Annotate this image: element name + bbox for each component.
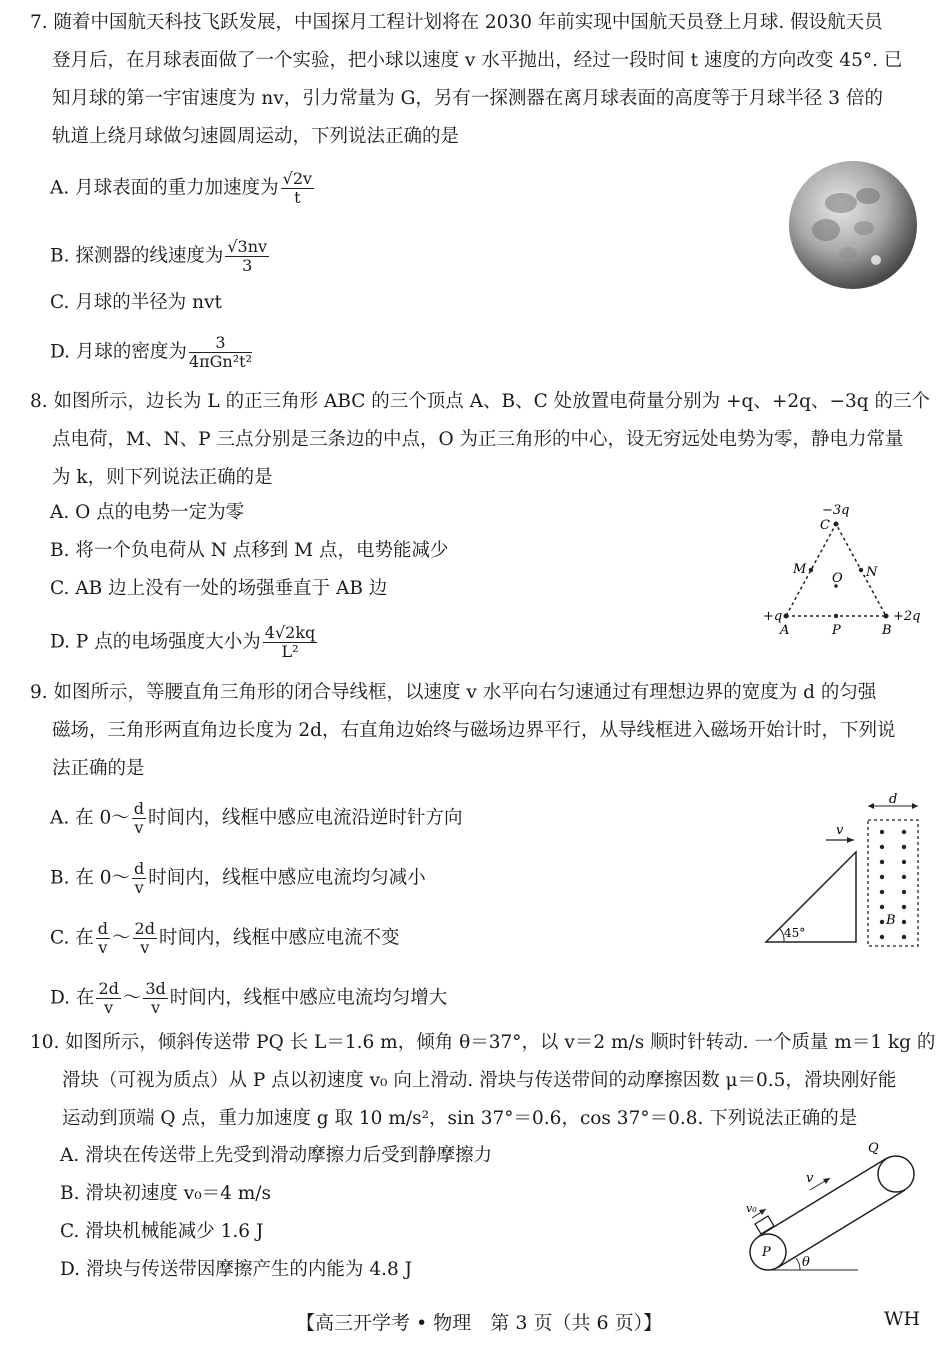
dimension-arrow-right xyxy=(912,803,918,809)
q7-option-c: C. 月球的半径为 nvt xyxy=(50,292,222,313)
label-n: N xyxy=(866,565,878,580)
fraction-numerator: √3nv xyxy=(227,237,268,256)
q8-triangle-figure xyxy=(758,498,928,643)
label-m: M xyxy=(793,562,807,577)
fraction-numerator: d xyxy=(134,859,145,878)
q10-line-3: 运动到顶端 Q 点，重力加速度 g 取 10 m/s²，sin 37°＝0.6，cos 37°＝0.8. 下列说法正确的是 xyxy=(62,1108,858,1129)
q7-option-d-fraction xyxy=(189,334,252,371)
q7-option-d xyxy=(50,334,254,371)
q10-option-c: C. 滑块机械能减少 1.6 J xyxy=(60,1221,264,1242)
q8-line-3: 为 k，则下列说法正确的是 xyxy=(52,467,273,488)
q9-option-d-prefix: D. 在 xyxy=(50,987,95,1009)
label-v: v xyxy=(806,1171,814,1186)
fraction-denominator: v xyxy=(140,938,150,957)
slider-block xyxy=(755,1216,774,1234)
fraction-denominator: v xyxy=(134,878,144,897)
q9-line-2: 磁场，三角形两直角边长度为 2d，右直角边始终与磁场边界平行，从导线框进入磁场开始计时，下列说 xyxy=(52,720,896,741)
label-charge-c: −3q xyxy=(822,503,850,518)
q10-option-b: B. 滑块初速度 v₀＝4 m/s xyxy=(60,1183,272,1204)
q9-line-1: 9. 如图所示，等腰直角三角形的闭合导线框，以速度 v 水平向右匀速通过有理想边界的宽度为 d 的匀强 xyxy=(30,682,877,703)
fraction-denominator: 3 xyxy=(242,256,253,275)
q9-option-a-prefix: A. 在 0～ xyxy=(50,807,130,829)
vertex-a-dot xyxy=(784,614,789,619)
footer-page-info: 【高三开学考 • 物理 第 3 页（共 6 页）】 xyxy=(296,1312,663,1334)
v0-arrow-head xyxy=(759,1209,766,1215)
label-v0: v₀ xyxy=(746,1202,757,1215)
q7-option-a xyxy=(50,170,316,207)
q7-option-b xyxy=(50,238,271,275)
q8-option-d-fraction xyxy=(263,624,318,661)
velocity-arrow-head xyxy=(847,837,854,843)
q8-option-c: C. AB 边上没有一处的场强垂直于 AB 边 xyxy=(50,578,388,599)
belt-top xyxy=(759,1158,887,1236)
label-charge-b: +2q xyxy=(893,609,921,624)
q9-option-c-suffix: 时间内，线框中感应电流不变 xyxy=(158,927,400,949)
vertex-c-dot xyxy=(834,522,839,527)
label-v: v xyxy=(836,823,844,838)
q9-option-b xyxy=(50,860,426,897)
q7-option-d-text: D. 月球的密度为 xyxy=(50,341,187,363)
q9-option-b-fraction xyxy=(132,860,146,897)
fraction-numerator: 2d xyxy=(98,979,119,998)
label-p: P xyxy=(762,1245,771,1260)
fraction-denominator: L² xyxy=(281,642,299,661)
q7-option-b-fraction xyxy=(225,238,269,275)
q9-option-c-fraction-1 xyxy=(96,920,110,957)
q9-line-3: 法正确的是 xyxy=(52,758,145,779)
q9-magnetic-field-figure xyxy=(758,792,928,952)
q9-option-d-fraction-1 xyxy=(96,980,120,1017)
fraction-numerator: 3 xyxy=(189,334,252,353)
q8-line-2: 点电荷，M、N、P 三点分别是三条边的中点，O 为正三角形的中心，设无穷远处电势为零，静电力常量 xyxy=(52,429,904,450)
fraction-numerator: 2d xyxy=(134,919,155,938)
label-theta: θ xyxy=(802,1255,810,1270)
q10-option-a: A. 滑块在传送带上先受到滑动摩擦力后受到静摩擦力 xyxy=(60,1145,493,1166)
fraction-denominator: 4πGn²t² xyxy=(188,352,252,371)
q10-line-2: 滑块（可视为质点）从 P 点以初速度 v₀ 向上滑动. 滑块与传送带间的动摩擦因数 μ＝0.5，滑块刚好能 xyxy=(62,1070,897,1091)
q9-option-b-prefix: B. 在 0～ xyxy=(50,867,131,889)
q10-line-1: 10. 如图所示，倾斜传送带 PQ 长 L＝1.6 m，倾角 θ＝37°，以 v＝2 m/s 顺时针转动. 一个质量 m＝1 kg 的 xyxy=(30,1032,936,1053)
q7-line-3: 知月球的第一宇宙速度为 nv，引力常量为 G，另有一探测器在离月球表面的高度等于月球半径 3 倍的 xyxy=(52,88,883,109)
fraction-numerator: √2v xyxy=(282,169,313,188)
q9-option-d-range-sign: ～ xyxy=(122,987,142,1009)
fraction-numerator: 3d xyxy=(145,979,166,998)
label-p: P xyxy=(832,623,841,638)
label-b-field: B xyxy=(886,913,896,928)
q9-option-d-fraction-2 xyxy=(143,980,167,1017)
fraction-denominator: v xyxy=(134,818,144,837)
q8-option-d xyxy=(50,624,319,661)
q9-option-b-suffix: 时间内，线框中感应电流均匀减小 xyxy=(148,867,426,889)
point-m-dot xyxy=(809,568,813,572)
dimension-arrow-left xyxy=(868,803,874,809)
q9-option-c-prefix: C. 在 xyxy=(50,927,94,949)
q8-line-1: 8. 如图所示，边长为 L 的正三角形 ABC 的三个顶点 A、B、C 处放置电荷量分别为 +q、+2q、−3q 的三个 xyxy=(30,391,930,412)
pulley-q xyxy=(878,1156,914,1192)
q9-option-d-suffix: 时间内，线框中感应电流均匀增大 xyxy=(169,987,448,1009)
fraction-denominator: t xyxy=(294,188,301,207)
q7-option-a-text: A. 月球表面的重力加速度为 xyxy=(50,177,279,199)
q9-option-d xyxy=(50,980,447,1017)
q8-option-b: B. 将一个负电荷从 N 点移到 M 点，电势能减少 xyxy=(50,540,449,561)
q8-option-a: A. O 点的电势一定为零 xyxy=(50,502,245,523)
q9-option-a-fraction xyxy=(132,800,146,837)
label-q: Q xyxy=(868,1141,879,1156)
fraction-denominator: v xyxy=(98,938,108,957)
vertex-b-dot xyxy=(884,614,889,619)
fraction-denominator: v xyxy=(151,998,161,1017)
fraction-numerator: 4√2kq xyxy=(264,623,316,642)
q7-line-4: 轨道上绕月球做匀速圆周运动，下列说法正确的是 xyxy=(52,126,460,147)
point-n-dot xyxy=(859,568,863,572)
q9-option-c xyxy=(50,920,399,957)
label-d: d xyxy=(889,792,898,807)
fraction-denominator: v xyxy=(104,998,114,1017)
label-a: A xyxy=(780,623,790,638)
theta-arc xyxy=(796,1258,800,1270)
q7-line-1: 7. 随着中国航天科技飞跃发展，中国探月工程计划将在 2030 年前实现中国航天员登上月球. 假设航天员 xyxy=(30,12,883,33)
q10-conveyor-figure xyxy=(738,1138,928,1273)
q9-option-c-fraction-2 xyxy=(133,920,157,957)
label-b: B xyxy=(882,623,892,638)
q9-option-a-suffix: 时间内，线框中感应电流沿逆时针方向 xyxy=(148,807,463,829)
angle-label: 45° xyxy=(784,926,806,940)
belt-bottom xyxy=(777,1190,905,1268)
label-o: O xyxy=(832,571,843,586)
point-p-dot xyxy=(834,614,838,618)
fraction-numerator: d xyxy=(133,799,145,818)
moon-image xyxy=(786,158,920,292)
q10-option-d: D. 滑块与传送带因摩擦产生的内能为 4.8 J xyxy=(60,1259,413,1280)
footer-code: WH xyxy=(884,1308,921,1330)
q7-line-2: 登月后，在月球表面做了一个实验，把小球以速度 v 水平抛出，经过一段时间 t 速度的方向改变 45°. 已 xyxy=(52,50,903,71)
q9-option-c-range-sign: ～ xyxy=(112,927,131,949)
fraction-numerator: d xyxy=(97,919,109,938)
q9-option-a xyxy=(50,800,463,837)
q7-option-b-text: B. 探测器的线速度为 xyxy=(50,245,224,267)
label-c: C xyxy=(820,518,830,533)
label-charge-a: +q xyxy=(763,609,783,624)
wire-frame-triangle xyxy=(766,852,856,942)
q7-option-a-fraction xyxy=(281,170,314,207)
q8-option-d-text: D. P 点的电场强度大小为 xyxy=(50,631,261,653)
